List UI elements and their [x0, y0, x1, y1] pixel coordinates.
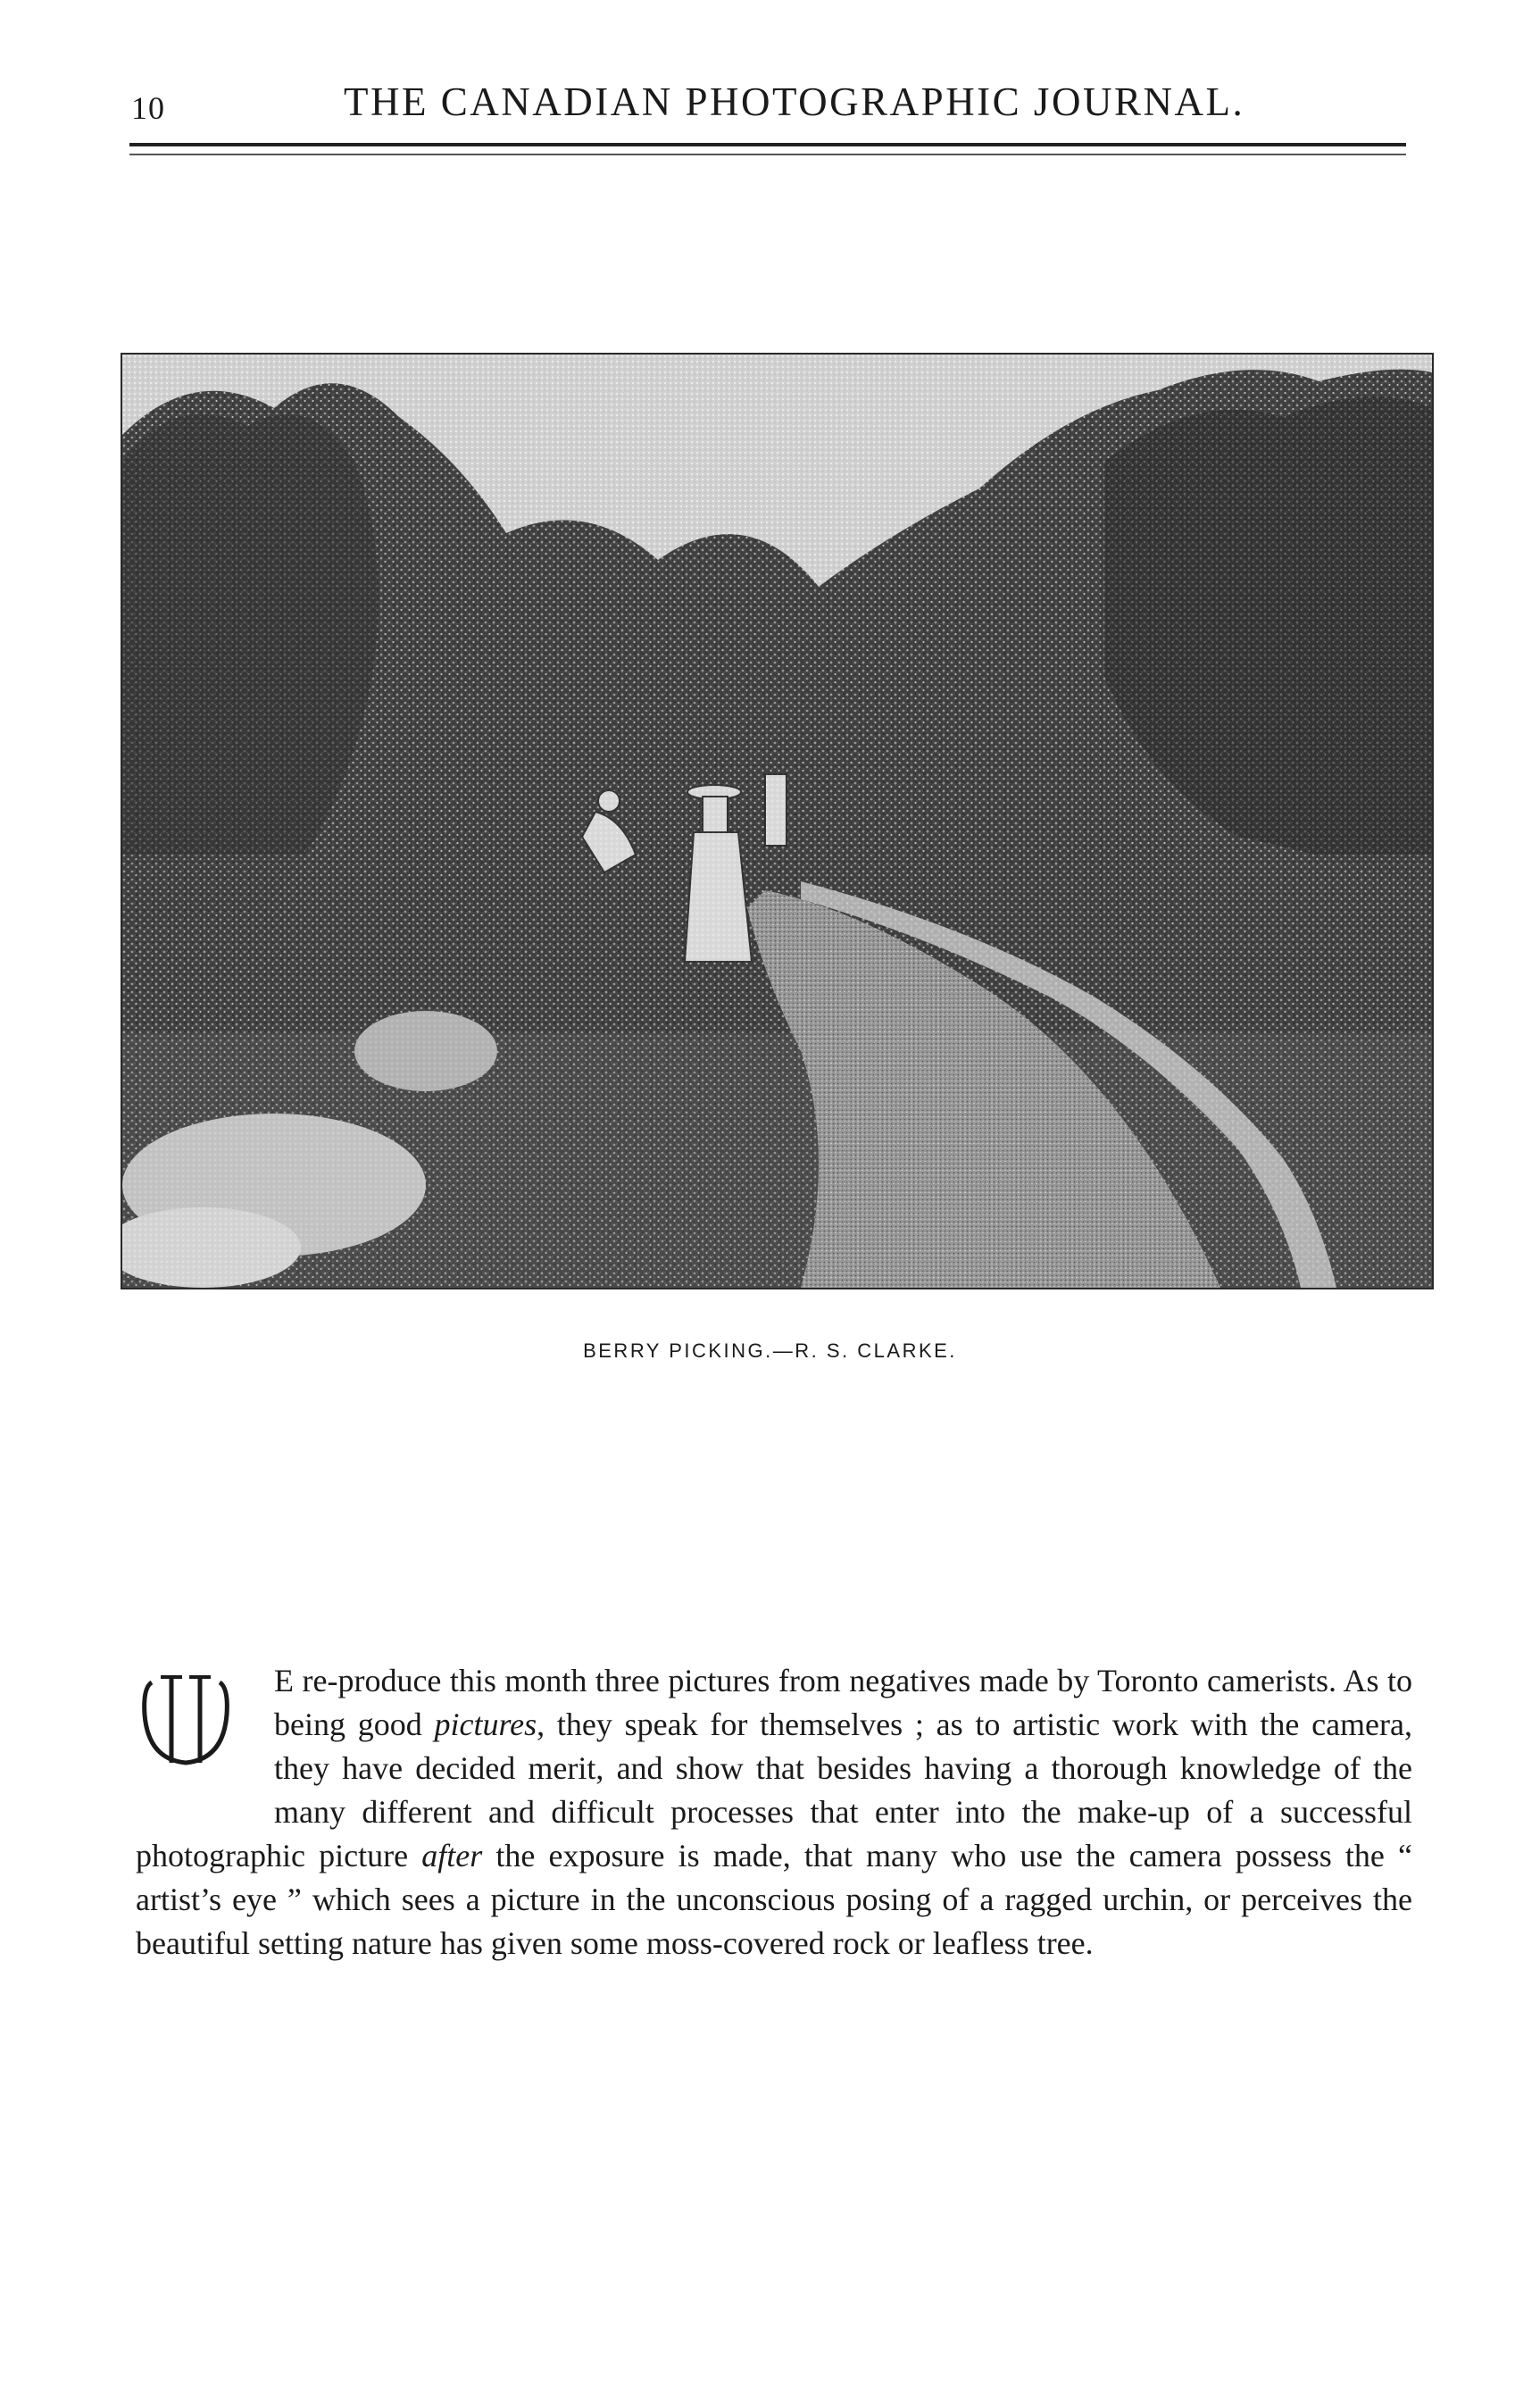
header-rule-thin: [129, 154, 1406, 155]
page-header: [129, 79, 1406, 132]
emphasis-pictures: pictures: [434, 1707, 537, 1742]
berry-picking-photograph: [121, 353, 1434, 1289]
lead-letter: E: [274, 1663, 294, 1698]
journal-title: THE CANADIAN PHOTOGRAPHIC JOURNAL.: [344, 79, 1245, 124]
text-segment: re-produce this month three pictures from negatives made by Toronto camerists. As to being good: [274, 1663, 1412, 1742]
text-segment: , they speak for themselves ; as to artistic work with the camera, they have decided merit, and show that besides having a thorough knowledge of the many different and difficult processes that enter into the make-up of a successful photographic picture: [136, 1707, 1413, 1873]
page-number: 10: [131, 90, 165, 126]
header-rule: [129, 143, 1406, 146]
figure-caption: BERRY PICKING.—R. S. CLARKE.: [583, 1339, 957, 1362]
emphasis-after: after: [421, 1838, 483, 1873]
article-paragraph: [136, 1659, 1412, 1965]
photograph-illustration: [122, 355, 1432, 1288]
drop-cap-space: [136, 1659, 274, 1824]
text-segment: the exposure is made, that many who use the camera possess the “ artist’s eye ” which sees a picture in the unconscious posing of a ragged urchin, or perceives the beautiful setting nature has given some moss-covered rock or leafless tree.: [136, 1838, 1412, 1961]
article-body: [136, 1659, 1412, 1965]
